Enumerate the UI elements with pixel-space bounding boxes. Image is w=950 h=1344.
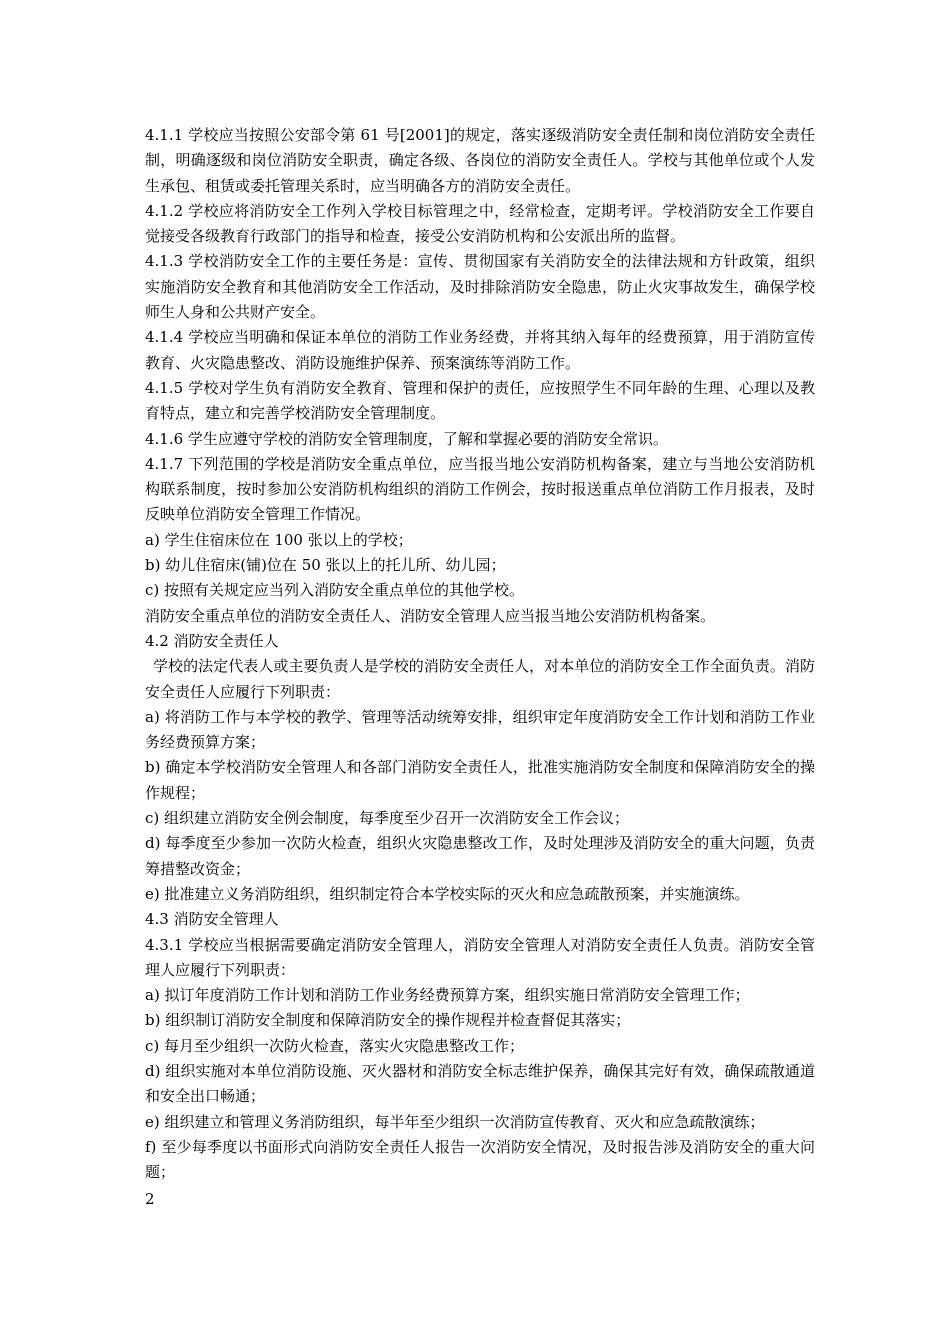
list-item: c) 组织建立消防安全例会制度，每季度至少召开一次消防安全工作会议； [145,809,630,828]
list-item: b) 幼儿住宿床(铺)位在 50 张以上的托儿所、幼儿园； [145,556,506,575]
clause-4-1-2: 4.1.2 学校应将消防安全工作列入学校目标管理之中，经常检查，定期考评。学校消防安全工作要自觉接受各级教育行政部门的指导和检查，接受公安消防机构和公安派出所的监督。 [145,201,815,246]
clause-4-3-1: 4.3.1 学校应当根据需要确定消防安全管理人，消防安全管理人对消防安全责任人负责。消防安全管理人应履行下列职责： [145,935,815,979]
clause-4-1-5: 4.1.5 学校对学生负有消防安全教育、管理和保护的责任，应按照学生不同年龄的生理、心理以及教育特点，建立和完善学校消防安全管理制度。 [145,378,815,423]
list-item: d) 每季度至少参加一次防火检查，组织火灾隐患整改工作，及时处理涉及消防安全的重大问题，负责筹措整改资金； [145,834,815,878]
document-page [145,123,815,1213]
list-item: d) 组织实施对本单位消防设施、灭火器材和消防安全标志维护保养，确保其完好有效，确保疏散通道和安全出口畅通； [145,1061,815,1106]
list-item: e) 批准建立义务消防组织，组织制定符合本学校实际的灭火和应急疏散预案，并实施演练。 [145,884,750,903]
clause-4-1-4: 4.1.4 学校应当明确和保证本单位的消防工作业务经费，并将其纳入每年的经费预算，用于消防宣传教育、火灾隐患整改、消防设施维护保养、预案演练等消防工作。 [145,328,815,372]
page-number: 2 [145,1190,155,1209]
list-item: b) 确定本学校消防安全管理人和各部门消防安全责任人，批准实施消防安全制度和保障消防安全的操作规程； [145,758,815,802]
list-item: b) 组织制订消防安全制度和保障消防安全的操作规程并检查督促其落实； [145,1011,631,1030]
list-item: c) 按照有关规定应当列入消防安全重点单位的其他学校。 [145,581,525,600]
section-heading-4-2: 4.2 消防安全责任人 [145,631,279,650]
clause-4-1-7: 4.1.7 下列范围的学校是消防安全重点单位，应当报当地公安消防机构备案，建立与当地公安消防机构联系制度，按时参加公安消防机构组织的消防工作例会，按时报送重点单位消防工作月报表，及时反映单位消防安全管理工作情况。 [145,454,815,524]
list-item: a) 将消防工作与本学校的教学、管理等活动统筹安排，组织审定年度消防安全工作计划和消防工作业务经费预算方案； [145,707,815,752]
list-item: e) 组织建立和管理义务消防组织，每半年至少组织一次消防宣传教育、灭火和应急疏散演练； [145,1112,765,1131]
section-heading-4-3: 4.3 消防安全管理人 [145,910,279,929]
list-item: c) 每月至少组织一次防火检查，落实火灾隐患整改工作； [145,1036,525,1055]
paragraph: 消防安全重点单位的消防安全责任人、消防安全管理人应当报当地公安消防机构备案。 [145,606,716,625]
list-item: f) 至少每季度以书面形式向消防安全责任人报告一次消防安全情况，及时报告涉及消防安全的重大问题； [145,1137,815,1182]
clause-4-1-3: 4.1.3 学校消防安全工作的主要任务是：宣传、贯彻国家有关消防安全的法律法规和方针政策，组织实施消防安全教育和其他消防安全工作活动，及时排除消防安全隐患，防止火灾事故发生，确保学校师生人身和公共财产安全。 [145,252,815,322]
clause-4-1-6: 4.1.6 学生应遵守学校的消防安全管理制度，了解和掌握必要的消防安全常识。 [145,429,668,448]
list-item: a) 学生住宿床位在 100 张以上的学校； [145,530,413,549]
paragraph: 学校的法定代表人或主要负责人是学校的消防安全责任人，对本单位的消防安全工作全面负责。消防安全责任人应履行下列职责： [145,657,815,701]
list-item: a) 拟订年度消防工作计划和消防工作业务经费预算方案，组织实施日常消防安全管理工作； [145,986,750,1005]
clause-4-1-1: 4.1.1 学校应当按照公安部令第 61 号[2001]的规定，落实逐级消防安全责任制和岗位消防安全责任制，明确逐级和岗位消防安全职责，确定各级、各岗位的消防安全责任人。学校与其他单位或个人发生承包、租赁或委托管理关系时，应当明确各方的消防安全责任。 [145,126,815,195]
